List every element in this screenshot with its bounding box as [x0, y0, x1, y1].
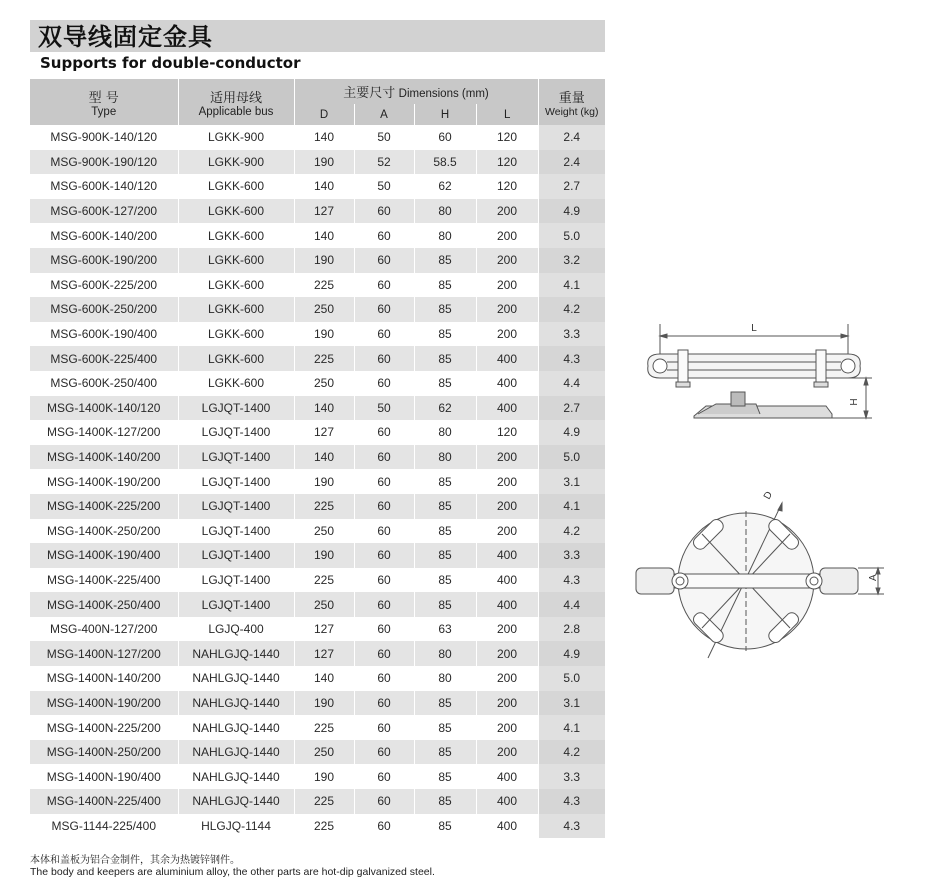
cell-a: 60 — [354, 789, 414, 814]
cell-w: 2.4 — [538, 150, 605, 175]
table-row — [30, 199, 605, 224]
cell-d: 190 — [294, 322, 354, 347]
cell-a: 60 — [354, 248, 414, 273]
cell-d: 140 — [294, 125, 354, 150]
cell-a: 60 — [354, 494, 414, 519]
cell-l: 200 — [476, 248, 538, 273]
cell-h: 58.5 — [414, 150, 476, 175]
header-bus — [178, 79, 294, 125]
cell-bus: NAHLGJQ-1440 — [178, 715, 294, 740]
conductor-right — [841, 359, 855, 373]
label-h: H — [849, 398, 860, 406]
cell-bus: HLGJQ-1144 — [178, 814, 294, 839]
cell-h: 85 — [414, 469, 476, 494]
cell-l: 400 — [476, 371, 538, 396]
cell-l: 200 — [476, 322, 538, 347]
header-weight — [538, 79, 605, 125]
cell-w: 4.3 — [538, 346, 605, 371]
cell-type: MSG-1400K-250/200 — [30, 519, 178, 544]
cell-d: 250 — [294, 740, 354, 765]
cell-h: 62 — [414, 174, 476, 199]
cell-w: 5.0 — [538, 223, 605, 248]
table-row — [30, 494, 605, 519]
arrow-right — [841, 334, 848, 338]
cell-type: MSG-1400N-127/200 — [30, 641, 178, 666]
header-bus-en: Applicable bus — [198, 105, 274, 118]
cell-a: 60 — [354, 371, 414, 396]
cell-l: 200 — [476, 740, 538, 765]
cell-l: 200 — [476, 445, 538, 470]
cell-bus: LGKK-600 — [178, 199, 294, 224]
header-dim-cn: 主要尺寸 — [343, 86, 396, 101]
table-row — [30, 469, 605, 494]
support-bar — [674, 574, 820, 588]
cell-bus: LGJQT-1400 — [178, 568, 294, 593]
cell-w: 4.2 — [538, 740, 605, 765]
cell-type: MSG-400N-127/200 — [30, 617, 178, 642]
table-row — [30, 297, 605, 322]
cell-bus: NAHLGJQ-1440 — [178, 666, 294, 691]
table-row — [30, 814, 605, 839]
cell-d: 225 — [294, 814, 354, 839]
table-row — [30, 592, 605, 617]
cell-l: 400 — [476, 814, 538, 839]
cell-d: 190 — [294, 691, 354, 716]
table-row — [30, 273, 605, 298]
cell-w: 4.1 — [538, 494, 605, 519]
cell-w: 3.3 — [538, 543, 605, 568]
cell-bus: LGKK-600 — [178, 174, 294, 199]
cell-type: MSG-600K-190/400 — [30, 322, 178, 347]
cell-type: MSG-1400K-225/200 — [30, 494, 178, 519]
cell-type: MSG-1400K-190/200 — [30, 469, 178, 494]
side-view-drawing — [636, 318, 886, 428]
header-type — [30, 79, 178, 125]
cell-w: 2.4 — [538, 125, 605, 150]
page-title-cn: 双导线固定金具 — [38, 23, 213, 51]
cell-d: 140 — [294, 445, 354, 470]
arrow-top — [864, 378, 868, 385]
cell-h: 85 — [414, 789, 476, 814]
cell-bus: LGKK-600 — [178, 297, 294, 322]
cell-d: 250 — [294, 592, 354, 617]
cell-h: 62 — [414, 396, 476, 421]
cell-d: 140 — [294, 223, 354, 248]
cell-h: 85 — [414, 297, 476, 322]
cell-a: 60 — [354, 617, 414, 642]
cell-w: 3.3 — [538, 764, 605, 789]
cell-l: 200 — [476, 641, 538, 666]
cell-type: MSG-1400K-127/200 — [30, 420, 178, 445]
cell-bus: LGKK-600 — [178, 248, 294, 273]
cell-h: 60 — [414, 125, 476, 150]
cell-bus: LGJQT-1400 — [178, 420, 294, 445]
cell-bus: LGJQT-1400 — [178, 445, 294, 470]
header-weight-cn: 重量 — [558, 90, 585, 106]
cell-h: 85 — [414, 519, 476, 544]
cell-d: 127 — [294, 199, 354, 224]
cell-a: 60 — [354, 199, 414, 224]
cell-bus: NAHLGJQ-1440 — [178, 740, 294, 765]
label-a: A — [868, 574, 879, 581]
table-row — [30, 125, 605, 150]
page-title-en: Supports for double-conductor — [40, 54, 301, 72]
bolt-left — [678, 350, 688, 382]
cell-l: 120 — [476, 150, 538, 175]
table-row — [30, 764, 605, 789]
cell-w: 4.1 — [538, 715, 605, 740]
cell-bus: NAHLGJQ-1440 — [178, 641, 294, 666]
table-row — [30, 641, 605, 666]
cell-a: 60 — [354, 273, 414, 298]
cell-l: 120 — [476, 125, 538, 150]
cell-h: 80 — [414, 223, 476, 248]
cell-type: MSG-1144-225/400 — [30, 814, 178, 839]
cell-a: 60 — [354, 641, 414, 666]
cell-d: 225 — [294, 346, 354, 371]
cell-l: 400 — [476, 543, 538, 568]
table-row — [30, 371, 605, 396]
table-row — [30, 223, 605, 248]
cell-d: 225 — [294, 715, 354, 740]
cell-a: 60 — [354, 519, 414, 544]
cell-d: 140 — [294, 666, 354, 691]
cell-a: 60 — [354, 223, 414, 248]
cell-d: 190 — [294, 248, 354, 273]
cell-h: 85 — [414, 273, 476, 298]
cell-h: 85 — [414, 371, 476, 396]
cell-w: 4.2 — [538, 519, 605, 544]
cell-h: 85 — [414, 568, 476, 593]
cell-a: 60 — [354, 420, 414, 445]
cell-a: 60 — [354, 814, 414, 839]
cell-bus: LGKK-600 — [178, 273, 294, 298]
table-row — [30, 322, 605, 347]
cell-h: 85 — [414, 592, 476, 617]
cell-w: 3.2 — [538, 248, 605, 273]
header-dimensions — [294, 79, 538, 104]
cell-bus: LGJQT-1400 — [178, 519, 294, 544]
cell-w: 4.1 — [538, 273, 605, 298]
cell-w: 4.2 — [538, 297, 605, 322]
conductor-left — [653, 359, 667, 373]
cell-d: 140 — [294, 174, 354, 199]
label-d: D — [761, 489, 776, 502]
cell-l: 200 — [476, 273, 538, 298]
bolt-right — [816, 350, 826, 382]
table-row — [30, 248, 605, 273]
cell-d: 190 — [294, 469, 354, 494]
cell-a: 60 — [354, 469, 414, 494]
cell-a: 50 — [354, 125, 414, 150]
spec-table — [30, 79, 605, 838]
cell-d: 190 — [294, 543, 354, 568]
end-clamp-right — [820, 568, 858, 594]
cell-l: 400 — [476, 789, 538, 814]
cell-d: 127 — [294, 420, 354, 445]
table-row — [30, 420, 605, 445]
cell-w: 4.3 — [538, 814, 605, 839]
header-type-en: Type — [91, 105, 117, 118]
cell-a: 60 — [354, 322, 414, 347]
cell-w: 4.4 — [538, 371, 605, 396]
cell-h: 80 — [414, 666, 476, 691]
cell-h: 85 — [414, 322, 476, 347]
cell-h: 63 — [414, 617, 476, 642]
cell-l: 120 — [476, 420, 538, 445]
cell-w: 4.9 — [538, 641, 605, 666]
cell-l: 400 — [476, 396, 538, 421]
cell-w: 2.7 — [538, 396, 605, 421]
cell-a: 60 — [354, 543, 414, 568]
cell-a: 60 — [354, 445, 414, 470]
cell-w: 4.3 — [538, 789, 605, 814]
cell-l: 400 — [476, 592, 538, 617]
cell-h: 85 — [414, 691, 476, 716]
cell-type: MSG-1400K-250/400 — [30, 592, 178, 617]
cell-a: 60 — [354, 592, 414, 617]
cell-h: 85 — [414, 543, 476, 568]
arrow-a-top — [876, 568, 880, 574]
table-row — [30, 150, 605, 175]
bolt-hole-left — [672, 573, 688, 589]
table-row — [30, 691, 605, 716]
header-dim-en: Dimensions (mm) — [398, 88, 489, 100]
table-row — [30, 666, 605, 691]
cell-d: 127 — [294, 617, 354, 642]
cell-bus: LGKK-600 — [178, 346, 294, 371]
cell-a: 60 — [354, 691, 414, 716]
arrow-left — [660, 334, 667, 338]
cell-bus: LGJQT-1400 — [178, 469, 294, 494]
cell-bus: LGJQT-1400 — [178, 396, 294, 421]
cell-bus: LGKK-600 — [178, 322, 294, 347]
cell-d: 250 — [294, 519, 354, 544]
cell-a: 60 — [354, 764, 414, 789]
cell-w: 4.4 — [538, 592, 605, 617]
cell-type: MSG-600K-127/200 — [30, 199, 178, 224]
cell-d: 127 — [294, 641, 354, 666]
cell-h: 80 — [414, 420, 476, 445]
cell-a: 52 — [354, 150, 414, 175]
cell-type: MSG-1400K-140/120 — [30, 396, 178, 421]
cell-h: 80 — [414, 199, 476, 224]
cell-a: 60 — [354, 297, 414, 322]
table-row — [30, 174, 605, 199]
header-h: H — [414, 104, 476, 125]
cell-l: 200 — [476, 666, 538, 691]
cell-bus: LGKK-600 — [178, 223, 294, 248]
cell-l: 200 — [476, 715, 538, 740]
header-type-cn: 型 号 — [88, 90, 119, 106]
cell-d: 250 — [294, 371, 354, 396]
cell-h: 85 — [414, 814, 476, 839]
cell-bus: NAHLGJQ-1440 — [178, 764, 294, 789]
cell-bus: LGJQ-400 — [178, 617, 294, 642]
cell-type: MSG-600K-140/120 — [30, 174, 178, 199]
header-weight-en: Weight (kg) — [545, 105, 599, 118]
header-a: A — [354, 104, 414, 125]
cell-d: 250 — [294, 297, 354, 322]
cell-d: 190 — [294, 764, 354, 789]
nut-right — [814, 382, 828, 387]
table-row — [30, 346, 605, 371]
cell-type: MSG-900K-140/120 — [30, 125, 178, 150]
cell-type: MSG-1400N-250/200 — [30, 740, 178, 765]
cell-a: 60 — [354, 715, 414, 740]
cell-bus: LGKK-600 — [178, 371, 294, 396]
cell-type: MSG-1400N-190/200 — [30, 691, 178, 716]
cell-a: 60 — [354, 568, 414, 593]
table-row — [30, 396, 605, 421]
table-row — [30, 445, 605, 470]
cell-h: 85 — [414, 248, 476, 273]
cell-a: 60 — [354, 740, 414, 765]
cell-type: MSG-1400K-225/400 — [30, 568, 178, 593]
cell-w: 4.3 — [538, 568, 605, 593]
cell-type: MSG-1400N-140/200 — [30, 666, 178, 691]
cell-l: 200 — [476, 519, 538, 544]
label-l: L — [751, 323, 757, 334]
nut-left — [676, 382, 690, 387]
cell-h: 80 — [414, 445, 476, 470]
cell-bus: LGJQT-1400 — [178, 592, 294, 617]
cell-a: 60 — [354, 666, 414, 691]
cell-a: 50 — [354, 174, 414, 199]
header-l: L — [476, 104, 538, 125]
cell-bus: LGKK-900 — [178, 150, 294, 175]
cell-d: 225 — [294, 789, 354, 814]
cell-l: 200 — [476, 469, 538, 494]
cell-bus: LGKK-900 — [178, 125, 294, 150]
cell-w: 4.9 — [538, 199, 605, 224]
cell-l: 200 — [476, 617, 538, 642]
cell-type: MSG-900K-190/120 — [30, 150, 178, 175]
cell-type: MSG-600K-250/400 — [30, 371, 178, 396]
cell-l: 200 — [476, 199, 538, 224]
cell-w: 5.0 — [538, 666, 605, 691]
cell-w: 2.8 — [538, 617, 605, 642]
cell-l: 400 — [476, 346, 538, 371]
table-row — [30, 740, 605, 765]
header-d: D — [294, 104, 354, 125]
cell-l: 120 — [476, 174, 538, 199]
header-bus-cn: 适用母线 — [209, 90, 262, 106]
cell-type: MSG-600K-225/400 — [30, 346, 178, 371]
table-row — [30, 789, 605, 814]
center-bolt — [731, 392, 745, 406]
footnote-cn: 本体和盖板为铝合金制件，其余为热镀锌钢件。 — [30, 855, 240, 866]
cell-bus: LGJQT-1400 — [178, 494, 294, 519]
table-row — [30, 543, 605, 568]
cell-d: 140 — [294, 396, 354, 421]
cell-type: MSG-600K-225/200 — [30, 273, 178, 298]
cell-type: MSG-600K-250/200 — [30, 297, 178, 322]
cell-w: 3.1 — [538, 469, 605, 494]
table-row — [30, 715, 605, 740]
cell-a: 60 — [354, 346, 414, 371]
cell-bus: NAHLGJQ-1440 — [178, 691, 294, 716]
cell-type: MSG-600K-190/200 — [30, 248, 178, 273]
table-row — [30, 568, 605, 593]
cell-type: MSG-1400N-225/200 — [30, 715, 178, 740]
cell-h: 85 — [414, 715, 476, 740]
cell-type: MSG-1400N-225/400 — [30, 789, 178, 814]
bolt-hole-right — [806, 573, 822, 589]
end-clamp-left — [636, 568, 674, 594]
table-row — [30, 617, 605, 642]
cell-h: 85 — [414, 740, 476, 765]
arrow-bottom — [864, 411, 868, 418]
cell-d: 225 — [294, 273, 354, 298]
cell-l: 200 — [476, 494, 538, 519]
cell-w: 5.0 — [538, 445, 605, 470]
cell-bus: NAHLGJQ-1440 — [178, 789, 294, 814]
cell-w: 4.9 — [538, 420, 605, 445]
cell-w: 3.1 — [538, 691, 605, 716]
table-row — [30, 519, 605, 544]
top-view-drawing — [632, 488, 892, 673]
cell-a: 50 — [354, 396, 414, 421]
cell-w: 2.7 — [538, 174, 605, 199]
cell-w: 3.3 — [538, 322, 605, 347]
cell-l: 400 — [476, 568, 538, 593]
cell-l: 200 — [476, 223, 538, 248]
cell-d: 225 — [294, 494, 354, 519]
cell-d: 225 — [294, 568, 354, 593]
spec-table-body — [30, 125, 605, 838]
cell-h: 85 — [414, 346, 476, 371]
cell-type: MSG-1400K-140/200 — [30, 445, 178, 470]
cell-type: MSG-1400K-190/400 — [30, 543, 178, 568]
cell-d: 190 — [294, 150, 354, 175]
cell-type: MSG-1400N-190/400 — [30, 764, 178, 789]
arrow-a-bottom — [876, 588, 880, 594]
cell-type: MSG-600K-140/200 — [30, 223, 178, 248]
cell-l: 200 — [476, 297, 538, 322]
cell-h: 80 — [414, 641, 476, 666]
cell-h: 85 — [414, 764, 476, 789]
footnote-en: The body and keepers are aluminium alloy, the other parts are hot-dip galvanized steel. — [30, 866, 435, 878]
cell-bus: LGJQT-1400 — [178, 543, 294, 568]
cell-l: 200 — [476, 691, 538, 716]
cell-h: 85 — [414, 494, 476, 519]
cell-l: 400 — [476, 764, 538, 789]
arrow-d — [778, 503, 782, 511]
